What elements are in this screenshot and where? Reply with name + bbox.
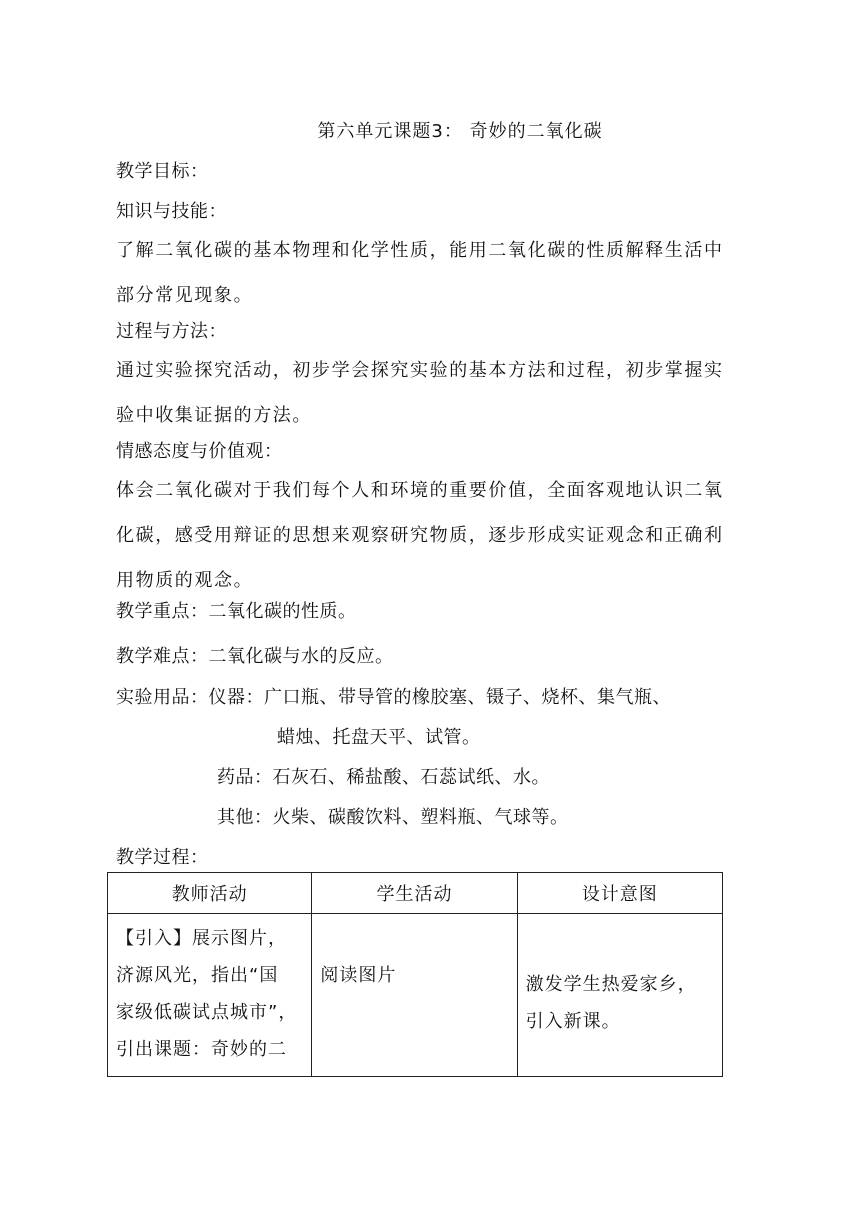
drugs-line: 药品：石灰石、稀盐酸、石蕊试纸、水。 xyxy=(217,767,550,788)
teacher-activity-line: 家级低碳试点城市”， xyxy=(116,1002,298,1023)
header-design-intent: 设计意图 xyxy=(517,873,722,914)
process-text: 通过实验探究活动，初步学会探究实验的基本方法和过程，初步掌握实验中收集证据的方法。 xyxy=(116,360,724,426)
design-intent-line: 激发学生热爱家乡， xyxy=(525,974,697,995)
process-table-heading: 教学过程： xyxy=(116,847,209,868)
teacher-activity-line: 【引入】展示图片， xyxy=(116,928,287,949)
equipment-line-2: 蜡烛、托盘天平、试管。 xyxy=(277,727,481,748)
design-intent-cell xyxy=(517,914,722,1077)
document-title: 第六单元课题3： 奇妙的二氧化碳 xyxy=(317,121,603,142)
student-activity-text: 阅读图片 xyxy=(320,965,397,986)
teacher-activity-line: 济源风光，指出“国 xyxy=(116,965,279,986)
teacher-activity-cell xyxy=(108,914,312,1077)
objectives-heading: 教学目标： xyxy=(116,161,209,182)
others-line: 其他：火柴、碳酸饮料、塑料瓶、气球等。 xyxy=(217,807,569,828)
design-intent-line: 引入新课。 xyxy=(525,1011,621,1032)
teaching-process-table xyxy=(107,872,723,1077)
header-teacher-activity: 教师活动 xyxy=(108,873,312,914)
difficulty: 教学难点：二氧化碳与水的反应。 xyxy=(116,646,394,667)
header-student-activity: 学生活动 xyxy=(312,873,517,914)
emotion-heading: 情感态度与价值观： xyxy=(116,441,283,462)
knowledge-heading: 知识与技能： xyxy=(116,201,227,222)
student-activity-cell xyxy=(312,914,517,1077)
equipment-line-1: 实验用品：仪器：广口瓶、带导管的橡胶塞、镊子、烧杯、集气瓶、 xyxy=(116,687,671,708)
emotion-text: 体会二氧化碳对于我们每个人和环境的重要价值，全面客观地认识二氧化碳，感受用辩证的思想来观察研究物质，逐步形成实证观念和正确利用物质的观念。 xyxy=(116,480,724,591)
process-heading: 过程与方法： xyxy=(116,321,227,342)
table-header-row xyxy=(108,873,723,914)
knowledge-text: 了解二氧化碳的基本物理和化学性质，能用二氧化碳的性质解释生活中部分常见现象。 xyxy=(116,240,724,306)
table-row xyxy=(108,914,723,1077)
teacher-activity-line: 引出课题：奇妙的二 xyxy=(116,1039,287,1060)
key-point: 教学重点：二氧化碳的性质。 xyxy=(116,601,357,622)
